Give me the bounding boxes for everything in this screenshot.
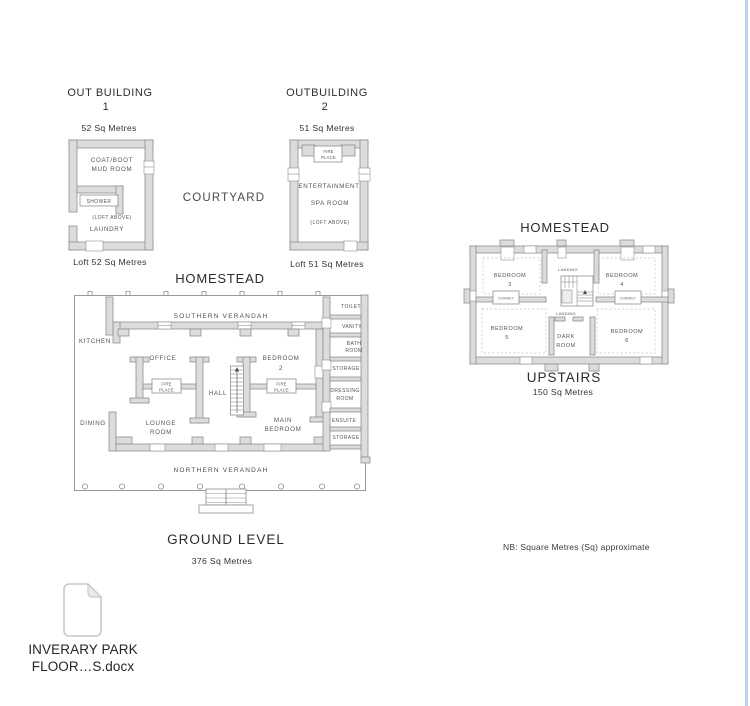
room-label-dark: DARK <box>557 334 575 340</box>
room-label-ensuite: ENSUITE <box>331 418 357 424</box>
room-label-landing-top: LANDING <box>558 267 578 272</box>
outbuilding-2 <box>286 87 370 269</box>
upstairs-staircase <box>561 276 593 306</box>
room-label-chimney-right: CHIMNEY <box>620 296 636 301</box>
room-label-dining: DINING <box>80 420 106 427</box>
room-label-dressing-room: ROOM <box>336 396 354 402</box>
room-label-bath: BATH <box>346 341 362 347</box>
upstairs-label: UPSTAIRS <box>526 370 602 385</box>
room-label-laundry: LAUNDRY <box>89 226 125 233</box>
room-label-southern-verandah: SOUTHERN VERANDAH <box>173 313 269 320</box>
outbuilding-1 <box>67 87 154 267</box>
room-label-shower: SHOWER <box>86 199 112 205</box>
file-attachment[interactable] <box>28 584 137 674</box>
room-label-kitchen: KITCHEN <box>78 338 112 345</box>
hall-staircase <box>231 366 244 415</box>
outbuilding-1-title: OUT BUILDING <box>67 87 153 99</box>
file-name-line2[interactable]: FLOOR…S.docx <box>31 659 135 674</box>
outbuilding-2-number: 2 <box>321 101 329 113</box>
right-edge-highlight <box>745 0 748 706</box>
room-label-ob1-loft-above: (LOFT ABOVE) <box>92 215 132 221</box>
room-label-northern-verandah: NORTHERN VERANDAH <box>173 467 269 474</box>
room-label-mud-room: MUD ROOM <box>91 166 133 173</box>
room-label-bedroom6: BEDROOM <box>610 329 644 335</box>
room-label-bedroom5-num: 5 <box>505 335 509 341</box>
ground-level-label: GROUND LEVEL <box>167 532 285 547</box>
outbuilding-2-title: OUTBUILDING <box>286 87 368 99</box>
room-label-bedroom4-num: 4 <box>620 282 624 288</box>
entry-steps <box>199 489 253 513</box>
room-label-bedroom3: BEDROOM <box>493 273 527 279</box>
room-label-chimney-left: CHIMNEY <box>498 296 514 301</box>
room-label-vanity: VANITY <box>341 324 363 330</box>
room-label-place-right: PLACE <box>274 387 289 393</box>
room-label-lounge-room: ROOM <box>149 429 173 436</box>
room-label-ob2-place: PLACE <box>321 155 336 160</box>
ground-floor-heading: HOMESTEAD <box>175 271 265 286</box>
room-label-main-bedroom: BEDROOM <box>264 426 302 433</box>
room-label-landing-bottom: LANDING <box>556 311 576 316</box>
outbuilding-1-loft-area: Loft 52 Sq Metres <box>73 257 147 267</box>
room-label-bedroom6-num: 6 <box>625 338 629 344</box>
courtyard-label: COURTYARD <box>182 192 266 204</box>
upstairs <box>464 220 674 397</box>
room-label-lounge: LOUNGE <box>145 420 177 427</box>
room-label-toilet: TOILET <box>341 304 361 310</box>
file-name-line1[interactable]: INVERARY PARK <box>28 642 138 657</box>
room-label-spa-room: SPA ROOM <box>310 200 350 207</box>
upstairs-area: 150 Sq Metres <box>532 387 594 397</box>
room-label-main: MAIN <box>273 417 293 424</box>
room-label-bath-room: ROOM <box>345 348 363 354</box>
outbuilding-2-area: 51 Sq Metres <box>299 123 355 133</box>
room-label-ob2-fire: FIRE <box>323 149 334 154</box>
room-label-bedroom5: BEDROOM <box>490 326 524 332</box>
room-label-place-left: PLACE <box>159 387 174 393</box>
room-label-fire-right: FIRE <box>276 381 287 387</box>
room-label-bedroom3-num: 3 <box>508 282 512 288</box>
room-label-bedroom4: BEDROOM <box>605 273 639 279</box>
room-label-dressing: DRESSING <box>330 388 360 394</box>
room-label-fire-left: FIRE <box>161 381 172 387</box>
room-label-office: OFFICE <box>149 355 177 362</box>
room-label-storage-b: STORAGE <box>332 435 360 441</box>
room-label-bedroom2-num: 2 <box>278 365 284 372</box>
ground-level-area: 376 Sq Metres <box>191 556 253 566</box>
room-label-entertainment: ENTERTAINMENT <box>298 183 360 190</box>
room-label-dark-room: ROOM <box>556 343 576 349</box>
outbuilding-1-area: 52 Sq Metres <box>81 123 137 133</box>
outbuilding-1-number: 1 <box>102 101 110 113</box>
nb-note: NB: Square Metres (Sq) approximate <box>503 542 650 552</box>
outbuilding-2-loft-area: Loft 51 Sq Metres <box>290 259 364 269</box>
room-label-hall: HALL <box>208 390 228 397</box>
room-label-bedroom2: BEDROOM <box>262 355 300 362</box>
room-label-coat-boot: COAT/BOOT <box>90 157 134 164</box>
room-label-storage-a: STORAGE <box>332 366 360 372</box>
ground-floor <box>75 271 371 566</box>
document-fold-corner-icon <box>88 584 101 597</box>
room-label-ob2-loft-above: (LOFT ABOVE) <box>310 220 350 226</box>
upstairs-heading: HOMESTEAD <box>520 220 610 235</box>
